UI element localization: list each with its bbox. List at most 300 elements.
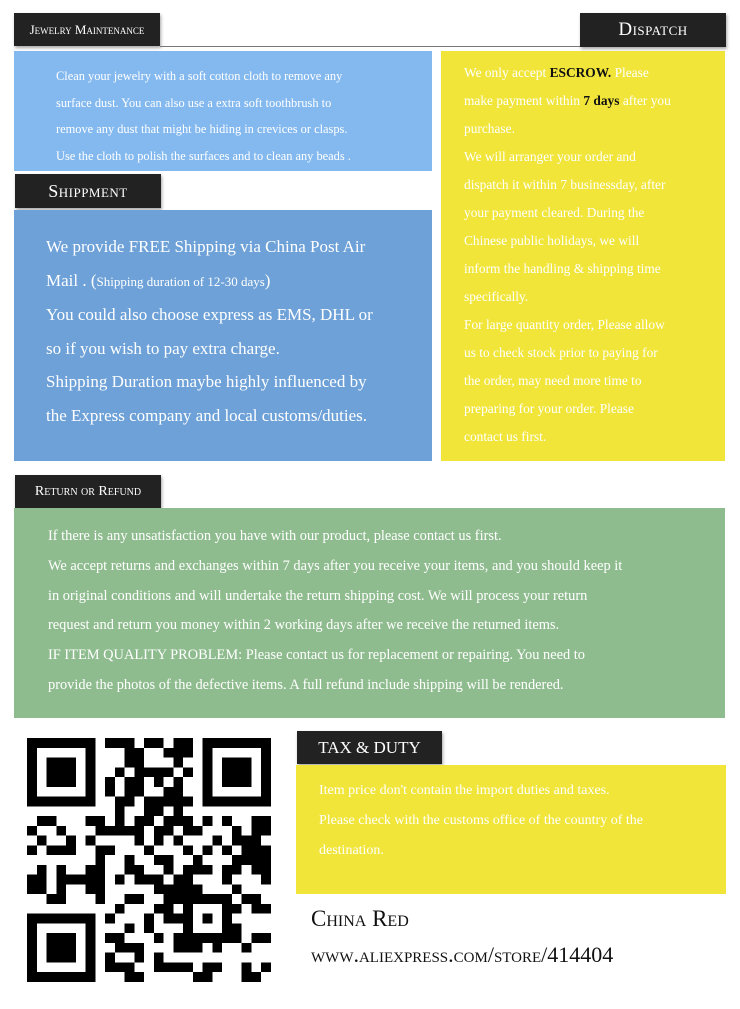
qr-module: [56, 845, 66, 855]
qr-module: [251, 845, 261, 855]
qr-module: [47, 738, 57, 748]
qr-module: [203, 777, 213, 787]
dispatch-line: dispatch it within 7 businessday, after: [464, 177, 666, 192]
qr-module: [251, 836, 261, 846]
return-line: We accept returns and exchanges within 7 days after you receive your items, and you should keep it: [48, 557, 623, 574]
qr-module: [154, 777, 164, 787]
qr-module: [125, 738, 135, 748]
qr-module: [27, 875, 37, 885]
qr-module: [183, 797, 193, 807]
qr-module: [183, 826, 193, 836]
qr-module: [27, 943, 37, 953]
qr-module: [242, 797, 252, 807]
qr-module: [27, 767, 37, 777]
qr-module: [222, 933, 232, 943]
qr-module: [222, 875, 232, 885]
qr-module: [56, 884, 66, 894]
qr-module: [242, 758, 252, 768]
return-refund-heading: Return or Refund: [15, 475, 161, 508]
qr-module: [261, 816, 271, 826]
qr-module: [115, 875, 125, 885]
qr-module: [86, 933, 96, 943]
shippment-line: the Express company and local customs/duties.: [46, 405, 368, 425]
shippment-line: You could also choose express as EMS, DHL or: [46, 305, 373, 324]
qr-module: [56, 953, 66, 963]
qr-module: [251, 865, 261, 875]
dispatch-line: For large quantity order, Please allow: [464, 317, 665, 332]
qr-module: [261, 826, 271, 836]
qr-module: [105, 787, 115, 797]
qr-module: [222, 914, 232, 924]
qr-module: [154, 884, 164, 894]
qr-module: [242, 894, 252, 904]
qr-module: [37, 914, 47, 924]
qr-module: [37, 884, 47, 894]
qr-module: [27, 787, 37, 797]
qr-module: [154, 806, 164, 816]
dispatch-heading: Dispatch: [580, 13, 726, 47]
qr-module: [144, 738, 154, 748]
dispatch-line: Chinese public holidays, we will: [464, 233, 640, 248]
qr-module: [56, 758, 66, 768]
qr-module: [183, 923, 193, 933]
qr-module: [242, 972, 252, 982]
qr-module: [125, 826, 135, 836]
qr-module: [47, 894, 57, 904]
dispatch-line: your payment cleared. During the: [464, 205, 645, 220]
qr-module: [66, 933, 76, 943]
dispatch-text: after you: [619, 93, 671, 108]
qr-module: [115, 738, 125, 748]
qr-module: [261, 748, 271, 758]
qr-module: [66, 738, 76, 748]
qr-module: [154, 933, 164, 943]
qr-module: [232, 738, 242, 748]
qr-module: [164, 962, 174, 972]
qr-module: [183, 738, 193, 748]
qr-module: [193, 826, 203, 836]
qr-module: [27, 933, 37, 943]
qr-module: [232, 826, 242, 836]
qr-module: [242, 845, 252, 855]
qr-module: [222, 865, 232, 875]
qr-module: [105, 826, 115, 836]
qr-module: [203, 865, 213, 875]
qr-module: [47, 943, 57, 953]
maintenance-line: Clean your jewelry with a soft cotton cloth to remove any: [56, 69, 343, 83]
qr-module: [222, 738, 232, 748]
dispatch-line: purchase.: [464, 121, 515, 136]
qr-module: [232, 865, 242, 875]
return-line: IF ITEM QUALITY PROBLEM: Please contact us for replacement or repairing. You need to: [48, 647, 585, 664]
return-refund-panel: [14, 508, 725, 718]
qr-module: [164, 797, 174, 807]
dispatch-line: [464, 87, 719, 115]
qr-module: [134, 777, 144, 787]
qr-module: [125, 855, 135, 865]
qr-module: [173, 738, 183, 748]
qr-module: [212, 933, 222, 943]
tax-duty-panel: [296, 765, 726, 894]
qr-module: [115, 816, 125, 826]
qr-module: [95, 855, 105, 865]
qr-module: [173, 933, 183, 943]
qr-module: [164, 884, 174, 894]
qr-module: [193, 855, 203, 865]
qr-module: [125, 797, 135, 807]
shippment-line: We provide FREE Shipping via China Post Air: [46, 237, 366, 256]
qr-module: [37, 836, 47, 846]
qr-module: [261, 933, 271, 943]
qr-module: [47, 797, 57, 807]
qr-module: [203, 748, 213, 758]
jewelry-maintenance-panel: [14, 51, 432, 171]
dispatch-line: preparing for your order. Please: [464, 401, 634, 416]
qr-module: [66, 836, 76, 846]
qr-module: [134, 836, 144, 846]
qr-module: [134, 816, 144, 826]
qr-module: [115, 797, 125, 807]
qr-module: [125, 758, 135, 768]
qr-module: [183, 748, 193, 758]
dispatch-text: We only accept: [464, 65, 550, 80]
qr-module: [86, 787, 96, 797]
qr-module: [242, 962, 252, 972]
qr-module: [203, 816, 213, 826]
qr-module: [232, 904, 242, 914]
qr-module: [144, 767, 154, 777]
qr-module: [86, 884, 96, 894]
shipping-duration-note: Shipping duration of 12-30 days: [96, 273, 265, 289]
tax-line: Item price don't contain the import duties and taxes.: [319, 783, 610, 798]
qr-module: [183, 875, 193, 885]
qr-module: [105, 933, 115, 943]
qr-module: [86, 767, 96, 777]
qr-module: [56, 972, 66, 982]
payment-days-highlight: 7 days: [583, 93, 620, 108]
qr-module: [115, 933, 125, 943]
shippment-line: Shipping Duration maybe highly influenced by: [46, 372, 367, 391]
qr-module: [37, 797, 47, 807]
dispatch-text: make payment within: [464, 93, 584, 108]
qr-module: [134, 758, 144, 768]
qr-module: [222, 777, 232, 787]
qr-module: [203, 933, 213, 943]
qr-module: [232, 797, 242, 807]
qr-module: [86, 777, 96, 787]
shippment-line: so if you wish to pay extra charge.: [46, 338, 280, 358]
qr-module: [86, 738, 96, 748]
qr-module: [27, 797, 37, 807]
qr-module: [86, 953, 96, 963]
qr-module: [95, 845, 105, 855]
qr-module: [173, 943, 183, 953]
qr-module: [86, 748, 96, 758]
qr-module: [173, 758, 183, 768]
qr-module: [125, 923, 135, 933]
qr-module: [222, 845, 232, 855]
qr-module: [212, 894, 222, 904]
qr-module: [183, 894, 193, 904]
qr-module: [222, 894, 232, 904]
qr-module: [193, 943, 203, 953]
return-line: request and return you money within 2 working days after we receive the returned items.: [48, 617, 560, 634]
qr-module: [193, 894, 203, 904]
qr-module: [203, 787, 213, 797]
qr-module: [251, 816, 261, 826]
qr-module: [47, 845, 57, 855]
qr-module: [134, 767, 144, 777]
qr-module: [261, 787, 271, 797]
qr-module: [76, 875, 86, 885]
qr-module: [86, 972, 96, 982]
qr-module: [47, 953, 57, 963]
qr-module: [86, 758, 96, 768]
qr-module: [154, 738, 164, 748]
qr-module: [242, 855, 252, 865]
qr-module: [115, 826, 125, 836]
qr-module: [261, 797, 271, 807]
dispatch-line: specifically.: [464, 289, 529, 304]
qr-module: [125, 894, 135, 904]
qr-module: [66, 914, 76, 924]
qr-module: [183, 914, 193, 924]
qr-module: [95, 865, 105, 875]
tax-line: destination.: [319, 843, 384, 858]
qr-module: [134, 943, 144, 953]
qr-module: [173, 797, 183, 807]
qr-module: [212, 943, 222, 953]
qr-module: [144, 797, 154, 807]
qr-module: [193, 865, 203, 875]
qr-module: [261, 904, 271, 914]
qr-module: [173, 914, 183, 924]
qr-module: [183, 933, 193, 943]
qr-module: [56, 933, 66, 943]
qr-module: [173, 806, 183, 816]
qr-module: [115, 943, 125, 953]
qr-module: [251, 826, 261, 836]
qr-module: [203, 738, 213, 748]
qr-module: [95, 816, 105, 826]
qr-module: [47, 767, 57, 777]
shippment-heading: Shippment: [15, 174, 161, 208]
qr-module: [56, 914, 66, 924]
dispatch-line: [464, 59, 719, 87]
qr-module: [86, 875, 96, 885]
qr-module: [242, 767, 252, 777]
qr-module: [232, 758, 242, 768]
qr-module: [47, 972, 57, 982]
qr-module: [154, 855, 164, 865]
qr-module: [27, 923, 37, 933]
qr-module: [222, 904, 232, 914]
shippment-text: Mail . (: [46, 270, 97, 290]
qr-module: [154, 953, 164, 963]
qr-module: [183, 943, 193, 953]
maintenance-line: remove any dust that might be hiding in crevices or clasps.: [56, 122, 348, 136]
qr-module: [86, 836, 96, 846]
qr-module: [183, 816, 193, 826]
qr-module: [66, 767, 76, 777]
qr-module: [134, 875, 144, 885]
qr-module: [37, 816, 47, 826]
qr-module: [47, 914, 57, 924]
qr-module: [203, 767, 213, 777]
qr-module: [27, 758, 37, 768]
qr-module: [164, 914, 174, 924]
qr-module: [251, 738, 261, 748]
qr-module: [222, 923, 232, 933]
qr-module: [183, 884, 193, 894]
qr-module: [134, 953, 144, 963]
qr-module: [105, 953, 115, 963]
qr-module: [164, 787, 174, 797]
qr-module: [144, 806, 154, 816]
qr-module: [105, 962, 115, 972]
maintenance-line: surface dust. You can also use a extra soft toothbrush to: [56, 95, 332, 110]
qr-module: [251, 855, 261, 865]
qr-module: [76, 797, 86, 807]
shippment-text: ): [264, 270, 271, 290]
qr-module: [212, 836, 222, 846]
qr-module: [27, 884, 37, 894]
qr-module: [261, 767, 271, 777]
qr-module: [27, 914, 37, 924]
qr-module: [86, 816, 96, 826]
qr-module: [242, 738, 252, 748]
qr-module: [203, 758, 213, 768]
qr-module: [193, 933, 203, 943]
qr-module: [261, 875, 271, 885]
qr-module: [27, 826, 37, 836]
qr-module: [173, 875, 183, 885]
qr-module: [173, 884, 183, 894]
qr-module: [242, 777, 252, 787]
qr-module: [47, 758, 57, 768]
qr-module: [154, 767, 164, 777]
qr-module: [164, 826, 174, 836]
qr-module: [154, 836, 164, 846]
qr-module: [86, 962, 96, 972]
store-url-link[interactable]: www.aliexpress.com/store/414404: [311, 942, 614, 967]
qr-module: [27, 738, 37, 748]
qr-module: [183, 904, 193, 914]
qr-module: [37, 738, 47, 748]
qr-module: [222, 797, 232, 807]
qr-module: [56, 738, 66, 748]
qr-module: [56, 943, 66, 953]
dispatch-line: We will arranger your order and: [464, 149, 636, 164]
qr-module: [232, 884, 242, 894]
qr-module: [261, 962, 271, 972]
qr-module: [125, 748, 135, 758]
qr-module: [261, 865, 271, 875]
qr-module: [86, 914, 96, 924]
dispatch-panel: [441, 51, 725, 461]
qr-module: [56, 767, 66, 777]
qr-module: [27, 777, 37, 787]
qr-module: [203, 962, 213, 972]
qr-module: [154, 826, 164, 836]
qr-module: [261, 758, 271, 768]
qr-module: [47, 933, 57, 943]
qr-module: [86, 923, 96, 933]
qr-module: [261, 855, 271, 865]
dispatch-line: contact us first.: [464, 429, 547, 444]
qr-module: [154, 962, 164, 972]
qr-module: [164, 865, 174, 875]
qr-module: [261, 738, 271, 748]
qr-module: [95, 894, 105, 904]
qr-module: [76, 972, 86, 982]
qr-module: [66, 845, 76, 855]
qr-module: [164, 894, 174, 904]
dispatch-text: Please: [611, 65, 649, 80]
qr-module: [56, 894, 66, 904]
qr-module: [183, 767, 193, 777]
qr-module: [154, 797, 164, 807]
qr-module: [66, 943, 76, 953]
escrow-highlight: ESCROW.: [549, 65, 612, 80]
qr-module: [86, 797, 96, 807]
qr-module: [125, 972, 135, 982]
qr-module: [164, 904, 174, 914]
store-name: China Red: [311, 906, 409, 931]
qr-module: [144, 914, 154, 924]
qr-module: [251, 894, 261, 904]
qr-module: [261, 845, 271, 855]
qr-module: [203, 972, 213, 982]
qr-code: [27, 738, 271, 982]
qr-module: [27, 953, 37, 963]
qr-module: [203, 845, 213, 855]
qr-module: [66, 777, 76, 787]
shippment-line: [46, 264, 418, 299]
qr-module: [222, 767, 232, 777]
qr-module: [47, 777, 57, 787]
qr-module: [173, 787, 183, 797]
qr-module: [27, 748, 37, 758]
qr-module: [76, 738, 86, 748]
qr-module: [154, 904, 164, 914]
qr-module: [115, 767, 125, 777]
qr-module: [115, 962, 125, 972]
qr-module: [232, 923, 242, 933]
shippment-panel: [14, 210, 432, 461]
qr-module: [37, 875, 47, 885]
qr-module: [125, 787, 135, 797]
qr-module: [66, 797, 76, 807]
tax-duty-heading: TAX & DUTY: [297, 731, 442, 764]
qr-module: [232, 855, 242, 865]
qr-module: [37, 972, 47, 982]
qr-module: [66, 875, 76, 885]
qr-module: [66, 972, 76, 982]
qr-module: [134, 972, 144, 982]
qr-module: [193, 972, 203, 982]
qr-module: [144, 923, 154, 933]
qr-module: [261, 777, 271, 787]
qr-module: [222, 816, 232, 826]
qr-module: [125, 962, 135, 972]
qr-module: [76, 914, 86, 924]
qr-module: [232, 767, 242, 777]
qr-module: [173, 894, 183, 904]
dispatch-line: us to check stock prior to paying for: [464, 345, 658, 360]
qr-module: [105, 914, 115, 924]
qr-module: [173, 836, 183, 846]
